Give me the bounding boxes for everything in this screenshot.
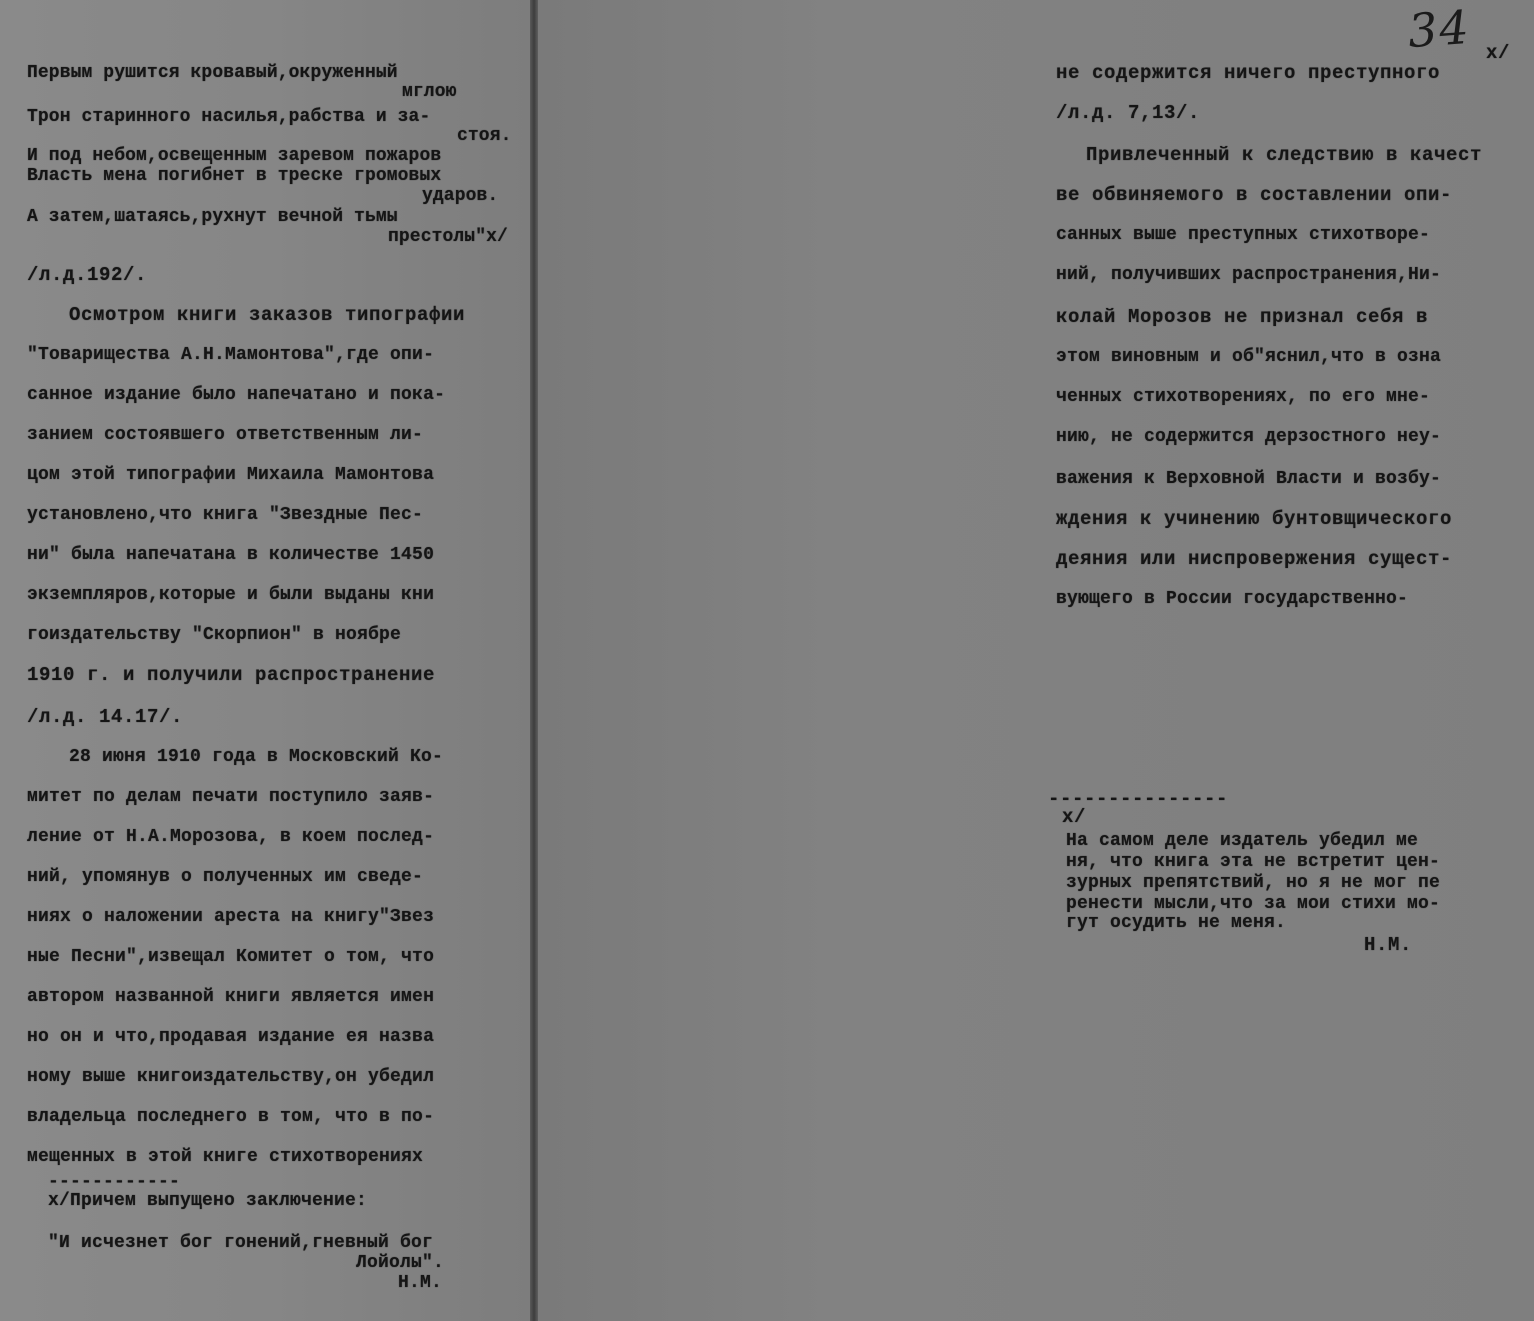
body-line: санное издание было напечатано и пока-: [27, 385, 446, 405]
footnote-line: ренести мысли,что за мои стихи мо-: [1066, 894, 1441, 914]
footnote-line: гут осудить не меня.: [1066, 913, 1287, 933]
body-line: ные Песни",извещал Комитет о том, что: [27, 947, 435, 967]
body-line: экземпляров,которые и были выданы кни: [27, 585, 435, 605]
body-line: занием состоявшего ответственным ли-: [27, 425, 424, 445]
body-line: гоиздательству "Скорпион" в ноябре: [27, 625, 402, 645]
body-line: не содержится ничего преступного: [1056, 62, 1441, 84]
footnote-line: Лойолы".: [356, 1253, 445, 1273]
footnote-line: ня, что книга эта не встретит цен-: [1066, 852, 1441, 872]
footnote-line: На самом деле издатель убедил ме: [1066, 831, 1419, 851]
body-line: деяния или ниспровержения сущест-: [1056, 548, 1453, 570]
poem-line: престолы"x/: [388, 227, 508, 247]
body-line: ному выше книгоиздательству,он убедил: [27, 1067, 435, 1087]
body-line: Привлеченный к следствию в качест: [1086, 144, 1483, 166]
body-line: цом этой типографии Михаила Мамонтова: [27, 465, 435, 485]
body-line: владельца последнего в том, что в по-: [27, 1107, 435, 1127]
footnote-line: зурных препятствий, но я не мог пе: [1066, 873, 1441, 893]
footnote-marker: x/: [1486, 42, 1511, 64]
poem-line: Трон старинного насилья,рабства и за-: [27, 107, 431, 127]
body-line: этом виновным и об"яснил,что в озна: [1056, 347, 1442, 367]
body-line: /л.д.192/.: [27, 264, 148, 286]
poem-line: ударов.: [422, 186, 499, 206]
body-line: ченных стихотворениях, по его мне-: [1056, 387, 1431, 407]
body-line: санных выше преступных стихотворе-: [1056, 225, 1431, 245]
footnote-signature: Н.М.: [1364, 934, 1413, 956]
body-line: Осмотром книги заказов типографии: [69, 304, 466, 326]
footnote-signature: Н.М.: [398, 1273, 443, 1293]
left-page: [0, 0, 530, 1321]
body-line: ниях о наложении ареста на книгу"Звез: [27, 907, 435, 927]
body-line: мещенных в этой книге стихотворениях: [27, 1147, 424, 1167]
body-line: 1910 г. и получили распространение: [27, 664, 436, 686]
poem-line: Власть мена погибнет в треске громовых: [27, 166, 442, 186]
body-line: колай Морозов не признал себя в: [1056, 306, 1429, 328]
body-line: вующего в России государственно-: [1056, 589, 1409, 609]
body-line: установлено,что книга "Звездные Пес-: [27, 505, 424, 525]
body-line: митет по делам печати поступило заяв-: [27, 787, 435, 807]
footnote-line: "И исчезнет бог гонений,гневный бог: [48, 1233, 434, 1253]
poem-line: И под небом,освещенным заревом пожаров: [27, 146, 442, 166]
body-line: нию, не содержится дерзостного неу-: [1056, 427, 1442, 447]
body-line: "Товарищества А.Н.Мамонтова",где опи-: [27, 345, 435, 365]
poem-line: А затем,шатаясь,рухнут вечной тьмы: [27, 207, 398, 227]
body-line: автором названной книги является имен: [27, 987, 435, 1007]
body-line: ний, получивших распространения,Ни-: [1056, 265, 1442, 285]
body-line: ний, упомянув о полученных им сведе-: [27, 867, 424, 887]
body-line: важения к Верховной Власти и возбу-: [1056, 469, 1442, 489]
body-line: ление от Н.А.Морозова, в коем послед-: [27, 827, 435, 847]
footnote-line: x/: [1062, 806, 1087, 828]
body-line: /л.д. 14.17/.: [27, 706, 184, 728]
body-line: 28 июня 1910 года в Московский Ко-: [69, 747, 444, 767]
body-line: /л.д. 7,13/.: [1056, 102, 1201, 124]
archive-page-number: 34: [1406, 0, 1473, 59]
body-line: ни" была напечатана в количестве 1450: [27, 545, 435, 565]
footnote-line: x/Причем выпущено заключение:: [48, 1191, 368, 1211]
page-fold: [530, 0, 538, 1321]
poem-line: мглою: [402, 82, 457, 102]
footnote-rule: ------------: [48, 1172, 181, 1192]
poem-line: стоя.: [457, 126, 512, 146]
footnote-rule: ---------------: [1048, 788, 1229, 810]
poem-line: Первым рушится кровавый,окруженный: [27, 63, 398, 83]
right-page: [538, 0, 1534, 1321]
body-line: ве обвиняемого в составлении опи-: [1056, 184, 1453, 206]
body-line: ждения к учинению бунтовщического: [1056, 508, 1453, 530]
body-line: но он и что,продавая издание ея назва: [27, 1027, 435, 1047]
